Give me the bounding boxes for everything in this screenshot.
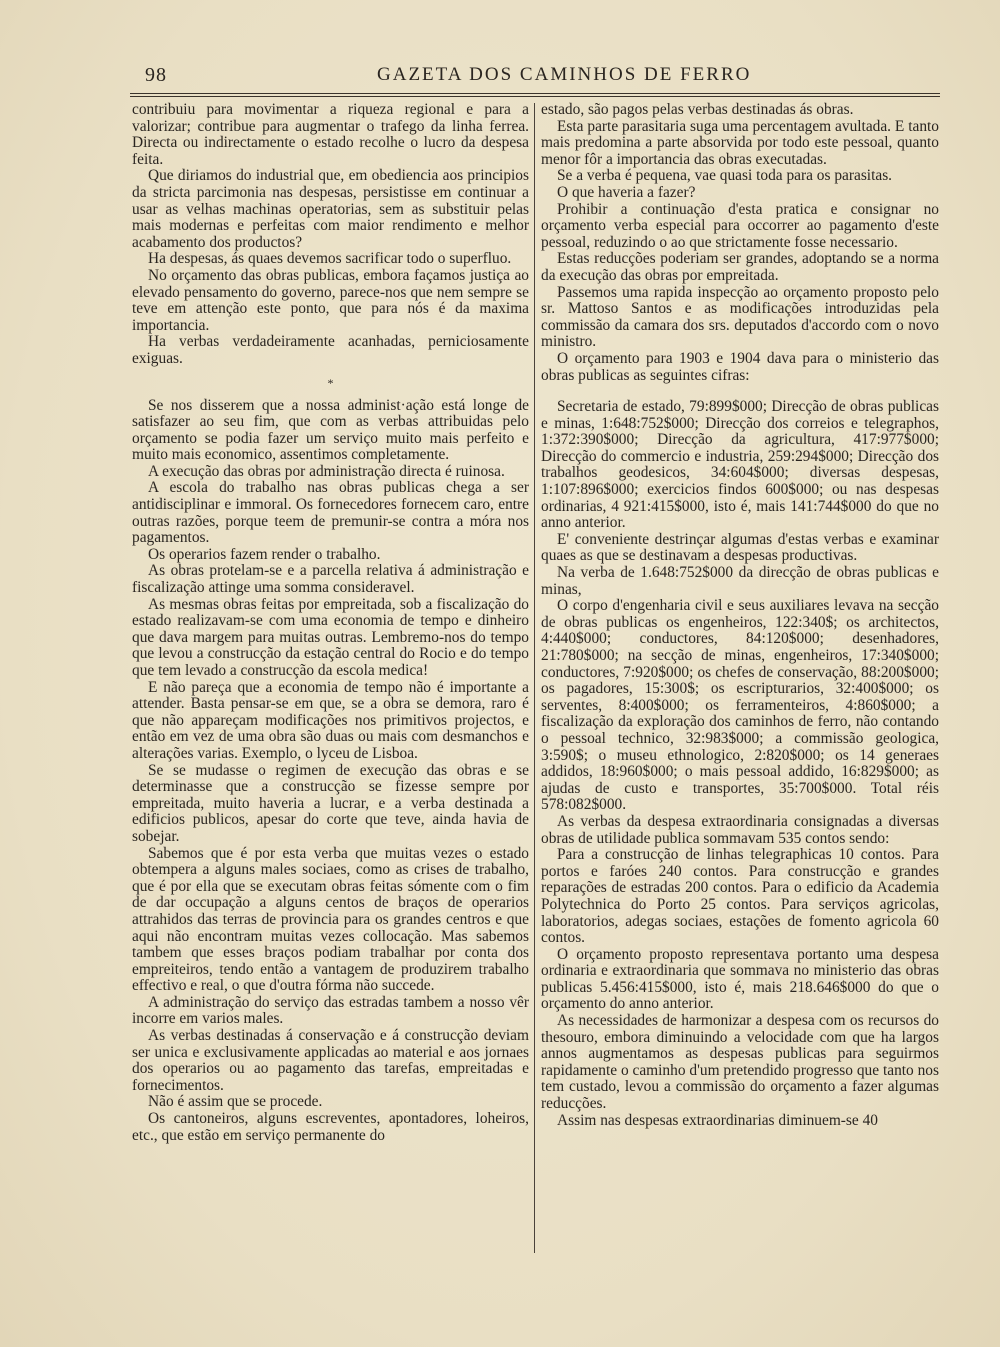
paragraph: Não é assim que se procede. (148, 1093, 323, 1111)
paragraph: Ha despesas, ás quaes devemos sacrificar todo o superfluo. (148, 250, 512, 268)
paragraph: A escola do trabalho nas obras publicas chega a ser antidisciplinar e immoral. Os fornecedores fornecem caro, entre outras razões, porque teem de premunir-se contra a móra nos pagamentos. (132, 479, 529, 547)
paragraph: Os operarios fazem render o trabalho. (148, 545, 381, 563)
paragraph: Ha verbas verdadeiramente acanhadas, perniciosamente exiguas. (132, 333, 529, 367)
paragraph: As necessidades de harmonizar a despesa com os recursos do thesouro, embora diminuindo a velocidade com que ha largos annos augmentamos as despesas publicas para seguirmos rapidamente o caminho d'um pretendido progresso que tanto nos tem custado, levou a commissão do orçamento a fazer algumas reducções. (541, 1012, 939, 1113)
paragraph: Esta parte parasitaria suga uma percentagem avultada. E tanto mais predomina a parte absorvida por todo este pessoal, quanto menor fôr a importancia das obras executadas. (541, 117, 939, 168)
paragraph: Para a construcção de linhas telegraphicas 10 contos. Para portos e faróes 240 contos. Para construcção e grandes reparações de estradas 200 contos. Para o edificio da Academia Polytechnica do Porto 25 contos. Para serviços agricolas, laboratorios, adegas sociaes, estações de fomento agricola 60 contos. (541, 846, 939, 947)
paragraph: Estas reducções poderiam ser grandes, adoptando se a norma da execução das obras por empreitada. (541, 250, 939, 284)
right-column (541, 102, 939, 1129)
paragraph: As verbas da despesa extraordinaria consignadas a diversas obras de utilidade publica sommavam 535 contos sendo: (541, 812, 939, 847)
paragraph: O que haveria a fazer? (557, 183, 696, 201)
paragraph: Que diriamos do industrial que, em obediencia aos principios da stricta parcimonia nas despesas, persistisse em continuar a usar as velhas machinas operatorias, sem as substituir pelas mais modernas e perfeitas com maior rendimento e melhor acabamento dos productos? (132, 167, 529, 251)
paragraph: A administração do serviço das estradas tambem a nosso vêr incorre em varios males. (132, 993, 529, 1028)
page-header (145, 62, 940, 90)
paragraph: No orçamento das obras publicas, embora façamos justiça ao elevado pensamento do governo, parece-nos que nem sempre se teve em attenção este ponto, que para nós é da maxima importancia. (132, 266, 529, 334)
paragraph: As verbas destinadas á conservação e á construcção deviam ser unica e exclusivamente applicadas ao material e aos jornaes dos operarios ou ao pagamento das tarefas, empreitadas e fornecimentos. (132, 1027, 529, 1094)
paragraph: O orçamento proposto representava portanto uma despesa ordinaria e extraordinaria que sommava no ministerio das obras publicas 5.456:415$000, isto é, mais 218.646$000 do que o orçamento do anno anterior. (541, 945, 939, 1013)
paragraph: Se nos disserem que a nossa administ·ação está longe de satisfazer ao seu fim, que com as verbas attribuidas pelo orçamento se podia fazer um serviço muito mais perfeito e muito mais economico, assentimos completamente. (132, 396, 529, 464)
header-rule (130, 93, 940, 97)
paragraph: Sabemos que é por esta verba que muitas vezes o estado obtempera a alguns males sociaes, como as crises de trabalho, que é por ella que se executam obras feitas sómente com o fim de dar occupação a alguns centos de braços de operarios attrahidos das terras de provincia para os grandes centros e que aqui não encontram muitas vezes collocação. Mas sabemos tambem que esses braços podiam trabalhar por conta dos empreiteiros, tendo então a vantagem de produzirem trabalho effectivo e real, o que d'outra fórma não succede. (132, 844, 529, 995)
paragraph: Na verba de 1.648:752$000 da direcção de obras publicas e minas, (541, 564, 939, 598)
paragraph: O orçamento para 1903 e 1904 dava para o ministerio das obras publicas as seguintes cifras: (541, 349, 939, 384)
paragraph: E' conveniente destrinçar algumas d'estas verbas e examinar quaes as que se destinavam a despesas productivas. (541, 530, 939, 565)
journal-title: GAZETA DOS CAMINHOS DE FERRO (377, 64, 752, 85)
budget-figures-paragraph: Secretaria de estado, 79:899$000; Direcção de obras publicas e minas, 1:648:752$000; Direcção dos correios e telegraphos, 1:372:390$000; Direcção da agricultura, 417:977$000; Direcção do commercio e industria, 259:294$000; Direcção dos trabalhos geodesicos, 34:604$000; diversas despesas, 1:107:896$000; exercicios findos 600$000; ou nas despesas ordinarias, 4 921:415$000, isto é, mais 141:744$000 do que no anno anterior. (541, 398, 939, 532)
left-column (132, 102, 529, 1144)
paragraph: Passemos uma rapida inspecção ao orçamento proposto pelo sr. Mattoso Santos e as modificações introduzidas pela commissão da camara dos srs. deputados d'accordo com o novo ministro. (541, 283, 939, 351)
paragraph: E não pareça que a economia de tempo não é importante a attender. Basta pensar-se em que, se a obra se demora, raro é que não appareçam modificações nos primitivos projectos, e então em vez de uma obra são duas ou mais com desmanchos e alterações varias. Exemplo, o lyceu de Lisboa. (132, 678, 529, 762)
paragraph: Assim nas despesas extraordinarias diminuem-se 40 (557, 1111, 878, 1129)
paragraph: As mesmas obras feitas por empreitada, sob a fiscalização do estado realizavam-se com uma economia de tempo e dinheiro que dava margem para muitas outras. Lembremo-nos do tempo que levou a construcção da estação central do Rocio e do tempo que tem levado a construcção da escola medica! (132, 595, 529, 679)
paragraph: Se se mudasse o regimen de execução das obras e se determinasse que a construcção se fizesse sempre por empreitada, muito haveria a lucrar, e a verba destinada a edificios publicos, apesar do corte que teve, ainda havia de sobejar. (132, 761, 529, 845)
paragraph: As obras protelam-se e a parcella relativa á administração e fiscalização attinge uma somma consideravel. (132, 562, 529, 597)
paragraph: O corpo d'engenharia civil e seus auxiliares levava na secção de obras publicas os engenheiros, 122:340$; os architectos, 4:440$000; conductores, 84:120$000; desenhadores, 21:780$000; na secção de minas, engenheiros, 17:340$000; conductores, 7:920$000; os chefes de conservação, 88:200$000; os pagadores, 15:300$; os escripturarios, 32:400$000; os serventes, 8:400$000; os ferramenteiros, 4:860$000; a fiscalização da exploração dos caminhos de ferro, não contando o pessoal technico, 32:983$000; a commissão geologica, 3:590$; o museu ethnologico, 2:820$000; os 14 generaes addidos, 18:960$000; o mais pessoal addido, 16:829$000; as ajudas de custo e transportes, 35:700$000. Total réis 578:082$000. (541, 597, 939, 814)
paragraph: contribuiu para movimentar a riqueza regional e para a valorizar; contribue para augmentar o trafego da linha ferrea. Directa ou indirectamente o estado recolhe o lucro da despesa feita. (132, 101, 529, 168)
paragraph: Os cantoneiros, alguns escreventes, apontadores, loheiros, etc., que estão em serviço permanente do (132, 1110, 529, 1144)
paragraph: Prohibir a continuação d'esta pratica e consignar no orçamento verba especial para occorrer ao pagamento d'este pessoal, reduzindo o ao que strictamente fosse necessario. (541, 200, 939, 251)
paragraph: estado, são pagos pelas verbas destinadas ás obras. (541, 101, 854, 118)
paragraph: A execução das obras por administração directa é ruinosa. (148, 462, 505, 480)
section-ornament: * (327, 375, 334, 390)
column-divider (534, 103, 535, 1253)
page-number: 98 (145, 64, 167, 86)
paragraph: Se a verba é pequena, vae quasi toda para os parasitas. (557, 167, 893, 185)
